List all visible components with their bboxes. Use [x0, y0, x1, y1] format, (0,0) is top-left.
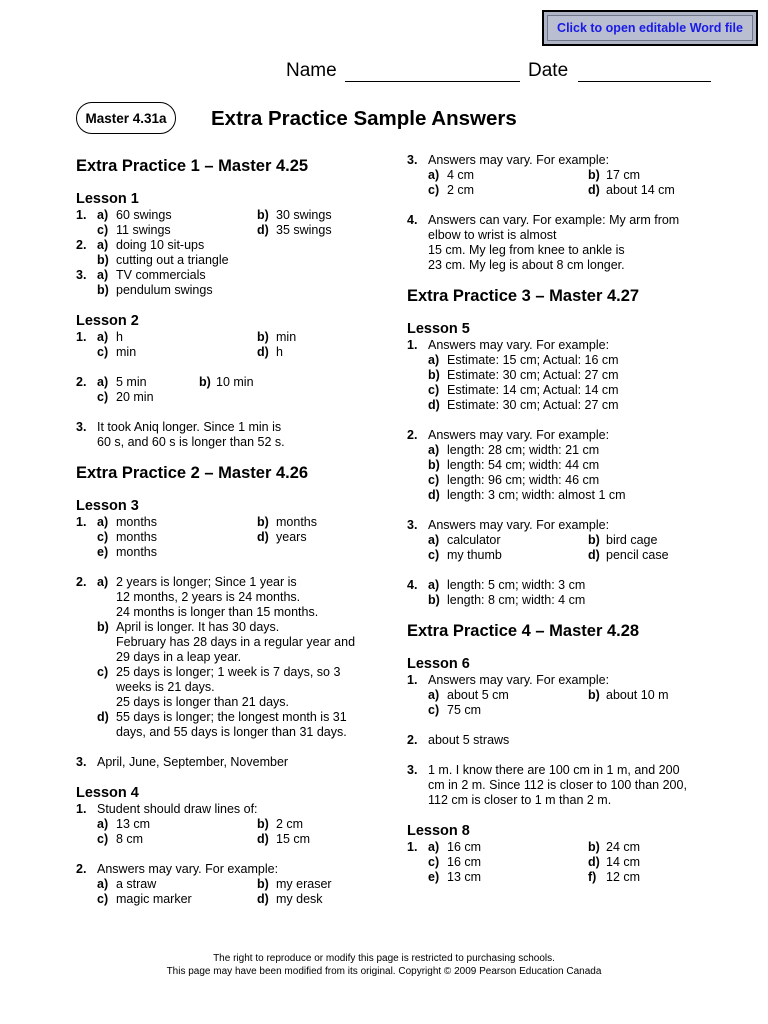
answer-line	[407, 518, 707, 533]
answer-line	[76, 605, 376, 620]
answer-text: 60 s, and 60 s is longer than 52 s.	[97, 435, 285, 449]
item-marker: b)	[588, 533, 600, 547]
answer-text: 2 cm	[447, 183, 475, 197]
item-marker: 3.	[407, 153, 418, 167]
answer-text: Answers can vary. For example: My arm from	[428, 213, 680, 227]
answer-text: calculator	[447, 533, 501, 547]
answer-line	[407, 258, 707, 273]
item-marker: d)	[97, 710, 109, 724]
item-marker: d)	[428, 398, 440, 412]
footer-line-1: The right to reproduce or modify this page is restricted to purchasing schools.	[213, 953, 555, 964]
item-marker: a)	[97, 515, 109, 529]
answer-text: Answers may vary. For example:	[428, 428, 610, 442]
answer-line	[407, 870, 707, 885]
answer-line	[76, 892, 376, 907]
item-marker: c)	[97, 390, 109, 404]
item-marker: 1.	[76, 515, 87, 529]
item-marker: c)	[428, 855, 440, 869]
answer-line	[407, 398, 707, 413]
answer-text: weeks is 21 days.	[116, 680, 215, 694]
answer-text: Student should draw lines of:	[97, 802, 258, 816]
answer-line	[76, 802, 376, 817]
item-marker: 3.	[407, 763, 418, 777]
lesson-heading: Lesson 1	[76, 191, 139, 207]
item-marker: b)	[588, 168, 600, 182]
answer-text: days, and 55 days is longer than 31 days.	[116, 725, 347, 739]
answer-line	[76, 283, 376, 298]
item-marker: a)	[97, 238, 109, 252]
item-marker: d)	[257, 832, 269, 846]
item-marker: b)	[199, 375, 211, 389]
answer-line	[407, 533, 707, 548]
answer-line	[407, 458, 707, 473]
answer-line	[76, 238, 376, 253]
answer-text: length: 5 cm; width: 3 cm	[447, 578, 586, 592]
answer-text: length: 28 cm; width: 21 cm	[447, 443, 600, 457]
name-blank-line	[345, 81, 520, 82]
item-marker: d)	[588, 855, 600, 869]
lesson-heading: Lesson 5	[407, 321, 470, 337]
answer-text: 8 cm	[116, 832, 144, 846]
answer-text: length: 8 cm; width: 4 cm	[447, 593, 586, 607]
item-marker: 3.	[76, 268, 87, 282]
item-marker: c)	[97, 892, 109, 906]
answer-text: 17 cm	[606, 168, 641, 182]
item-marker: a)	[97, 208, 109, 222]
answer-line	[407, 578, 707, 593]
answer-line	[76, 862, 376, 877]
item-marker: a)	[428, 688, 440, 702]
item-marker: 4.	[407, 578, 418, 592]
answer-text: h	[276, 345, 283, 359]
answer-line	[407, 353, 707, 368]
answer-text: Answers may vary. For example:	[428, 518, 610, 532]
answer-text: 60 swings	[116, 208, 172, 222]
item-marker: 3.	[76, 420, 87, 434]
answer-line	[76, 268, 376, 283]
item-marker: b)	[257, 330, 269, 344]
answer-text: 15 cm. My leg from knee to ankle is	[428, 243, 625, 257]
item-marker: a)	[428, 168, 440, 182]
answer-text: months	[116, 515, 157, 529]
answer-text: h	[116, 330, 123, 344]
answer-line	[407, 593, 707, 608]
item-marker: b)	[97, 253, 109, 267]
answer-text: months	[116, 545, 157, 559]
answer-text: about 5 straws	[428, 733, 510, 747]
answer-text: 30 swings	[276, 208, 332, 222]
answer-line	[407, 488, 707, 503]
item-marker: b)	[257, 877, 269, 891]
answer-text: cutting out a triangle	[116, 253, 229, 267]
answer-line	[76, 665, 376, 680]
answer-line	[407, 213, 707, 228]
answer-text: 35 swings	[276, 223, 332, 237]
item-marker: 2.	[76, 238, 87, 252]
answer-line	[407, 443, 707, 458]
lesson-heading: Lesson 3	[76, 498, 139, 514]
answer-line	[407, 228, 707, 243]
answer-text: 12 months, 2 years is 24 months.	[116, 590, 301, 604]
answer-text: It took Aniq longer. Since 1 min is	[97, 420, 282, 434]
answer-text: about 14 cm	[606, 183, 675, 197]
item-marker: a)	[97, 817, 109, 831]
answer-line	[76, 710, 376, 725]
answer-text: Answers may vary. For example:	[428, 338, 610, 352]
open-word-file-label[interactable]: Click to open editable Word file	[547, 15, 753, 41]
answer-text: pendulum swings	[116, 283, 213, 297]
answer-text: cm in 2 m. Since 112 is closer to 100 than 200,	[428, 778, 687, 792]
answer-text: 55 days is longer; the longest month is 31	[116, 710, 347, 724]
item-marker: a)	[97, 268, 109, 282]
item-marker: b)	[97, 620, 109, 634]
answer-text: 25 days is longer than 21 days.	[116, 695, 290, 709]
item-marker: a)	[428, 353, 440, 367]
answer-line	[76, 515, 376, 530]
item-marker: a)	[97, 330, 109, 344]
answer-text: 24 cm	[606, 840, 641, 854]
answer-text: 5 min	[116, 375, 147, 389]
answer-text: Estimate: 14 cm; Actual: 14 cm	[447, 383, 619, 397]
item-marker: 1.	[76, 802, 87, 816]
answer-line	[407, 153, 707, 168]
item-marker: 3.	[407, 518, 418, 532]
section-heading: Extra Practice 4 – Master 4.28	[407, 622, 640, 640]
answer-line	[76, 530, 376, 545]
item-marker: a)	[428, 533, 440, 547]
item-marker: 2.	[407, 733, 418, 747]
answer-text: Estimate: 15 cm; Actual: 16 cm	[447, 353, 619, 367]
answer-line	[76, 725, 376, 740]
date-label: Date	[528, 60, 569, 81]
answer-text: months	[116, 530, 157, 544]
item-marker: f)	[588, 870, 597, 884]
answer-line	[407, 473, 707, 488]
answer-text: February has 28 days in a regular year and	[116, 635, 356, 649]
answer-text: 14 cm	[606, 855, 641, 869]
answer-text: April, June, September, November	[97, 755, 289, 769]
answer-text: 2 years is longer; Since 1 year is	[116, 575, 297, 589]
lesson-heading: Lesson 8	[407, 823, 470, 839]
answer-text: 15 cm	[276, 832, 311, 846]
item-marker: d)	[588, 183, 600, 197]
answer-line	[76, 695, 376, 710]
item-marker: 2.	[76, 575, 87, 589]
answer-text: Estimate: 30 cm; Actual: 27 cm	[447, 398, 619, 412]
section-heading: Extra Practice 3 – Master 4.27	[407, 287, 640, 305]
section-heading: Extra Practice 1 – Master 4.25	[76, 157, 309, 175]
answer-text: Estimate: 30 cm; Actual: 27 cm	[447, 368, 619, 382]
answer-text: 75 cm	[447, 703, 482, 717]
answer-line	[407, 688, 707, 703]
answer-line	[407, 383, 707, 398]
open-word-file-button[interactable]	[542, 10, 758, 46]
item-marker: b)	[257, 208, 269, 222]
item-marker: a)	[97, 375, 109, 389]
answer-text: 16 cm	[447, 855, 482, 869]
item-marker: d)	[588, 548, 600, 562]
answer-line	[76, 575, 376, 590]
item-marker: 1.	[407, 840, 418, 854]
item-marker: d)	[257, 223, 269, 237]
answer-text: 10 min	[216, 375, 254, 389]
item-marker: c)	[428, 703, 440, 717]
item-marker: d)	[257, 530, 269, 544]
answer-line	[76, 420, 376, 435]
section-heading: Extra Practice 2 – Master 4.26	[76, 464, 309, 482]
answer-text: 20 min	[116, 390, 154, 404]
answer-line	[407, 733, 707, 748]
answer-text: Answers may vary. For example:	[97, 862, 279, 876]
item-marker: 4.	[407, 213, 418, 227]
item-marker: b)	[428, 593, 440, 607]
answer-text: length: 3 cm; width: almost 1 cm	[447, 488, 626, 502]
answer-line	[76, 877, 376, 892]
item-marker: d)	[428, 488, 440, 502]
item-marker: c)	[97, 345, 109, 359]
answer-text: Answers may vary. For example:	[428, 153, 610, 167]
answer-text: bird cage	[606, 533, 658, 547]
answer-line	[76, 390, 376, 405]
answer-text: 23 cm. My leg is about 8 cm longer.	[428, 258, 625, 272]
answer-text: 1 m. I know there are 100 cm in 1 m, and 200	[428, 763, 680, 777]
answer-text: 13 cm	[116, 817, 151, 831]
item-marker: b)	[257, 515, 269, 529]
item-marker: 3.	[76, 755, 87, 769]
answer-line	[76, 545, 376, 560]
left-answer-column	[76, 156, 376, 907]
item-marker: 2.	[407, 428, 418, 442]
right-answer-column	[407, 153, 707, 885]
answer-line	[76, 345, 376, 360]
answer-text: length: 54 cm; width: 44 cm	[447, 458, 600, 472]
answer-line	[407, 778, 707, 793]
answer-line	[76, 330, 376, 345]
answer-line	[407, 338, 707, 353]
answer-line	[407, 428, 707, 443]
answer-line	[76, 755, 376, 770]
answer-text: doing 10 sit-ups	[116, 238, 205, 252]
answer-text: pencil case	[606, 548, 669, 562]
answer-line	[407, 793, 707, 808]
answer-text: min	[276, 330, 297, 344]
item-marker: b)	[588, 840, 600, 854]
item-marker: 1.	[76, 208, 87, 222]
answer-line	[76, 832, 376, 847]
master-badge: Master 4.31a	[76, 102, 176, 134]
answer-line	[76, 817, 376, 832]
answer-line	[407, 183, 707, 198]
item-marker: 2.	[76, 375, 87, 389]
item-marker: d)	[257, 345, 269, 359]
item-marker: e)	[97, 545, 109, 559]
answer-text: 12 cm	[606, 870, 641, 884]
name-label: Name	[286, 60, 337, 81]
answer-text: 11 swings	[116, 223, 171, 237]
item-marker: b)	[428, 368, 440, 382]
answer-line	[76, 680, 376, 695]
item-marker: c)	[428, 548, 440, 562]
answer-line	[407, 548, 707, 563]
copyright-footer	[0, 952, 768, 978]
lesson-heading: Lesson 6	[407, 656, 470, 672]
answer-text: 25 days is longer; 1 week is 7 days, so 3	[116, 665, 341, 679]
answer-text: 16 cm	[447, 840, 482, 854]
answer-line	[407, 763, 707, 778]
answer-text: 24 months is longer than 15 months.	[116, 605, 319, 619]
lesson-heading: Lesson 4	[76, 785, 139, 801]
date-blank-line	[578, 81, 711, 82]
item-marker: c)	[97, 832, 109, 846]
answer-line	[407, 703, 707, 718]
answer-text: April is longer. It has 30 days.	[116, 620, 280, 634]
footer-line-2: This page may have been modified from its original. Copyright © 2009 Pearson Education Canada	[166, 966, 602, 977]
item-marker: b)	[588, 688, 600, 702]
answer-text: years	[276, 530, 307, 544]
answer-text: 112 cm is closer to 1 m than 2 m.	[428, 793, 612, 807]
item-marker: c)	[97, 530, 109, 544]
item-marker: a)	[428, 578, 440, 592]
lesson-heading: Lesson 2	[76, 313, 139, 329]
answer-line	[76, 650, 376, 665]
answer-text: my eraser	[276, 877, 332, 891]
item-marker: 1.	[407, 338, 418, 352]
answer-line	[76, 223, 376, 238]
answer-line	[76, 208, 376, 223]
answer-line	[76, 435, 376, 450]
item-marker: a)	[428, 840, 440, 854]
answer-line	[407, 673, 707, 688]
item-marker: b)	[257, 817, 269, 831]
item-marker: c)	[428, 183, 440, 197]
answer-text: 4 cm	[447, 168, 475, 182]
answer-text: elbow to wrist is almost	[428, 228, 557, 242]
item-marker: c)	[428, 473, 440, 487]
item-marker: a)	[97, 575, 109, 589]
answer-line	[407, 855, 707, 870]
item-marker: 1.	[76, 330, 87, 344]
item-marker: a)	[97, 877, 109, 891]
answer-line	[76, 620, 376, 635]
answer-line	[76, 635, 376, 650]
answer-text: 2 cm	[276, 817, 304, 831]
item-marker: c)	[97, 223, 109, 237]
answer-line	[76, 590, 376, 605]
answer-text: about 10 m	[606, 688, 669, 702]
item-marker: 1.	[407, 673, 418, 687]
answer-text: months	[276, 515, 317, 529]
item-marker: a)	[428, 443, 440, 457]
item-marker: c)	[97, 665, 109, 679]
answer-text: 13 cm	[447, 870, 482, 884]
item-marker: e)	[428, 870, 440, 884]
answer-text: magic marker	[116, 892, 192, 906]
item-marker: b)	[97, 283, 109, 297]
answer-line	[407, 243, 707, 258]
page-title: Extra Practice Sample Answers	[211, 107, 517, 130]
item-marker: c)	[428, 383, 440, 397]
answer-text: my desk	[276, 892, 323, 906]
answer-text: length: 96 cm; width: 46 cm	[447, 473, 600, 487]
answer-text: Answers may vary. For example:	[428, 673, 610, 687]
answer-text: a straw	[116, 877, 157, 891]
item-marker: b)	[428, 458, 440, 472]
answer-line	[407, 168, 707, 183]
answer-text: min	[116, 345, 137, 359]
answer-text: my thumb	[447, 548, 502, 562]
answer-line	[76, 253, 376, 268]
item-marker: d)	[257, 892, 269, 906]
answer-text: TV commercials	[116, 268, 206, 282]
answer-text: 29 days in a leap year.	[116, 650, 242, 664]
answer-line	[407, 368, 707, 383]
answer-line	[76, 375, 376, 390]
answer-line	[407, 840, 707, 855]
answer-text: about 5 cm	[447, 688, 509, 702]
item-marker: 2.	[76, 862, 87, 876]
